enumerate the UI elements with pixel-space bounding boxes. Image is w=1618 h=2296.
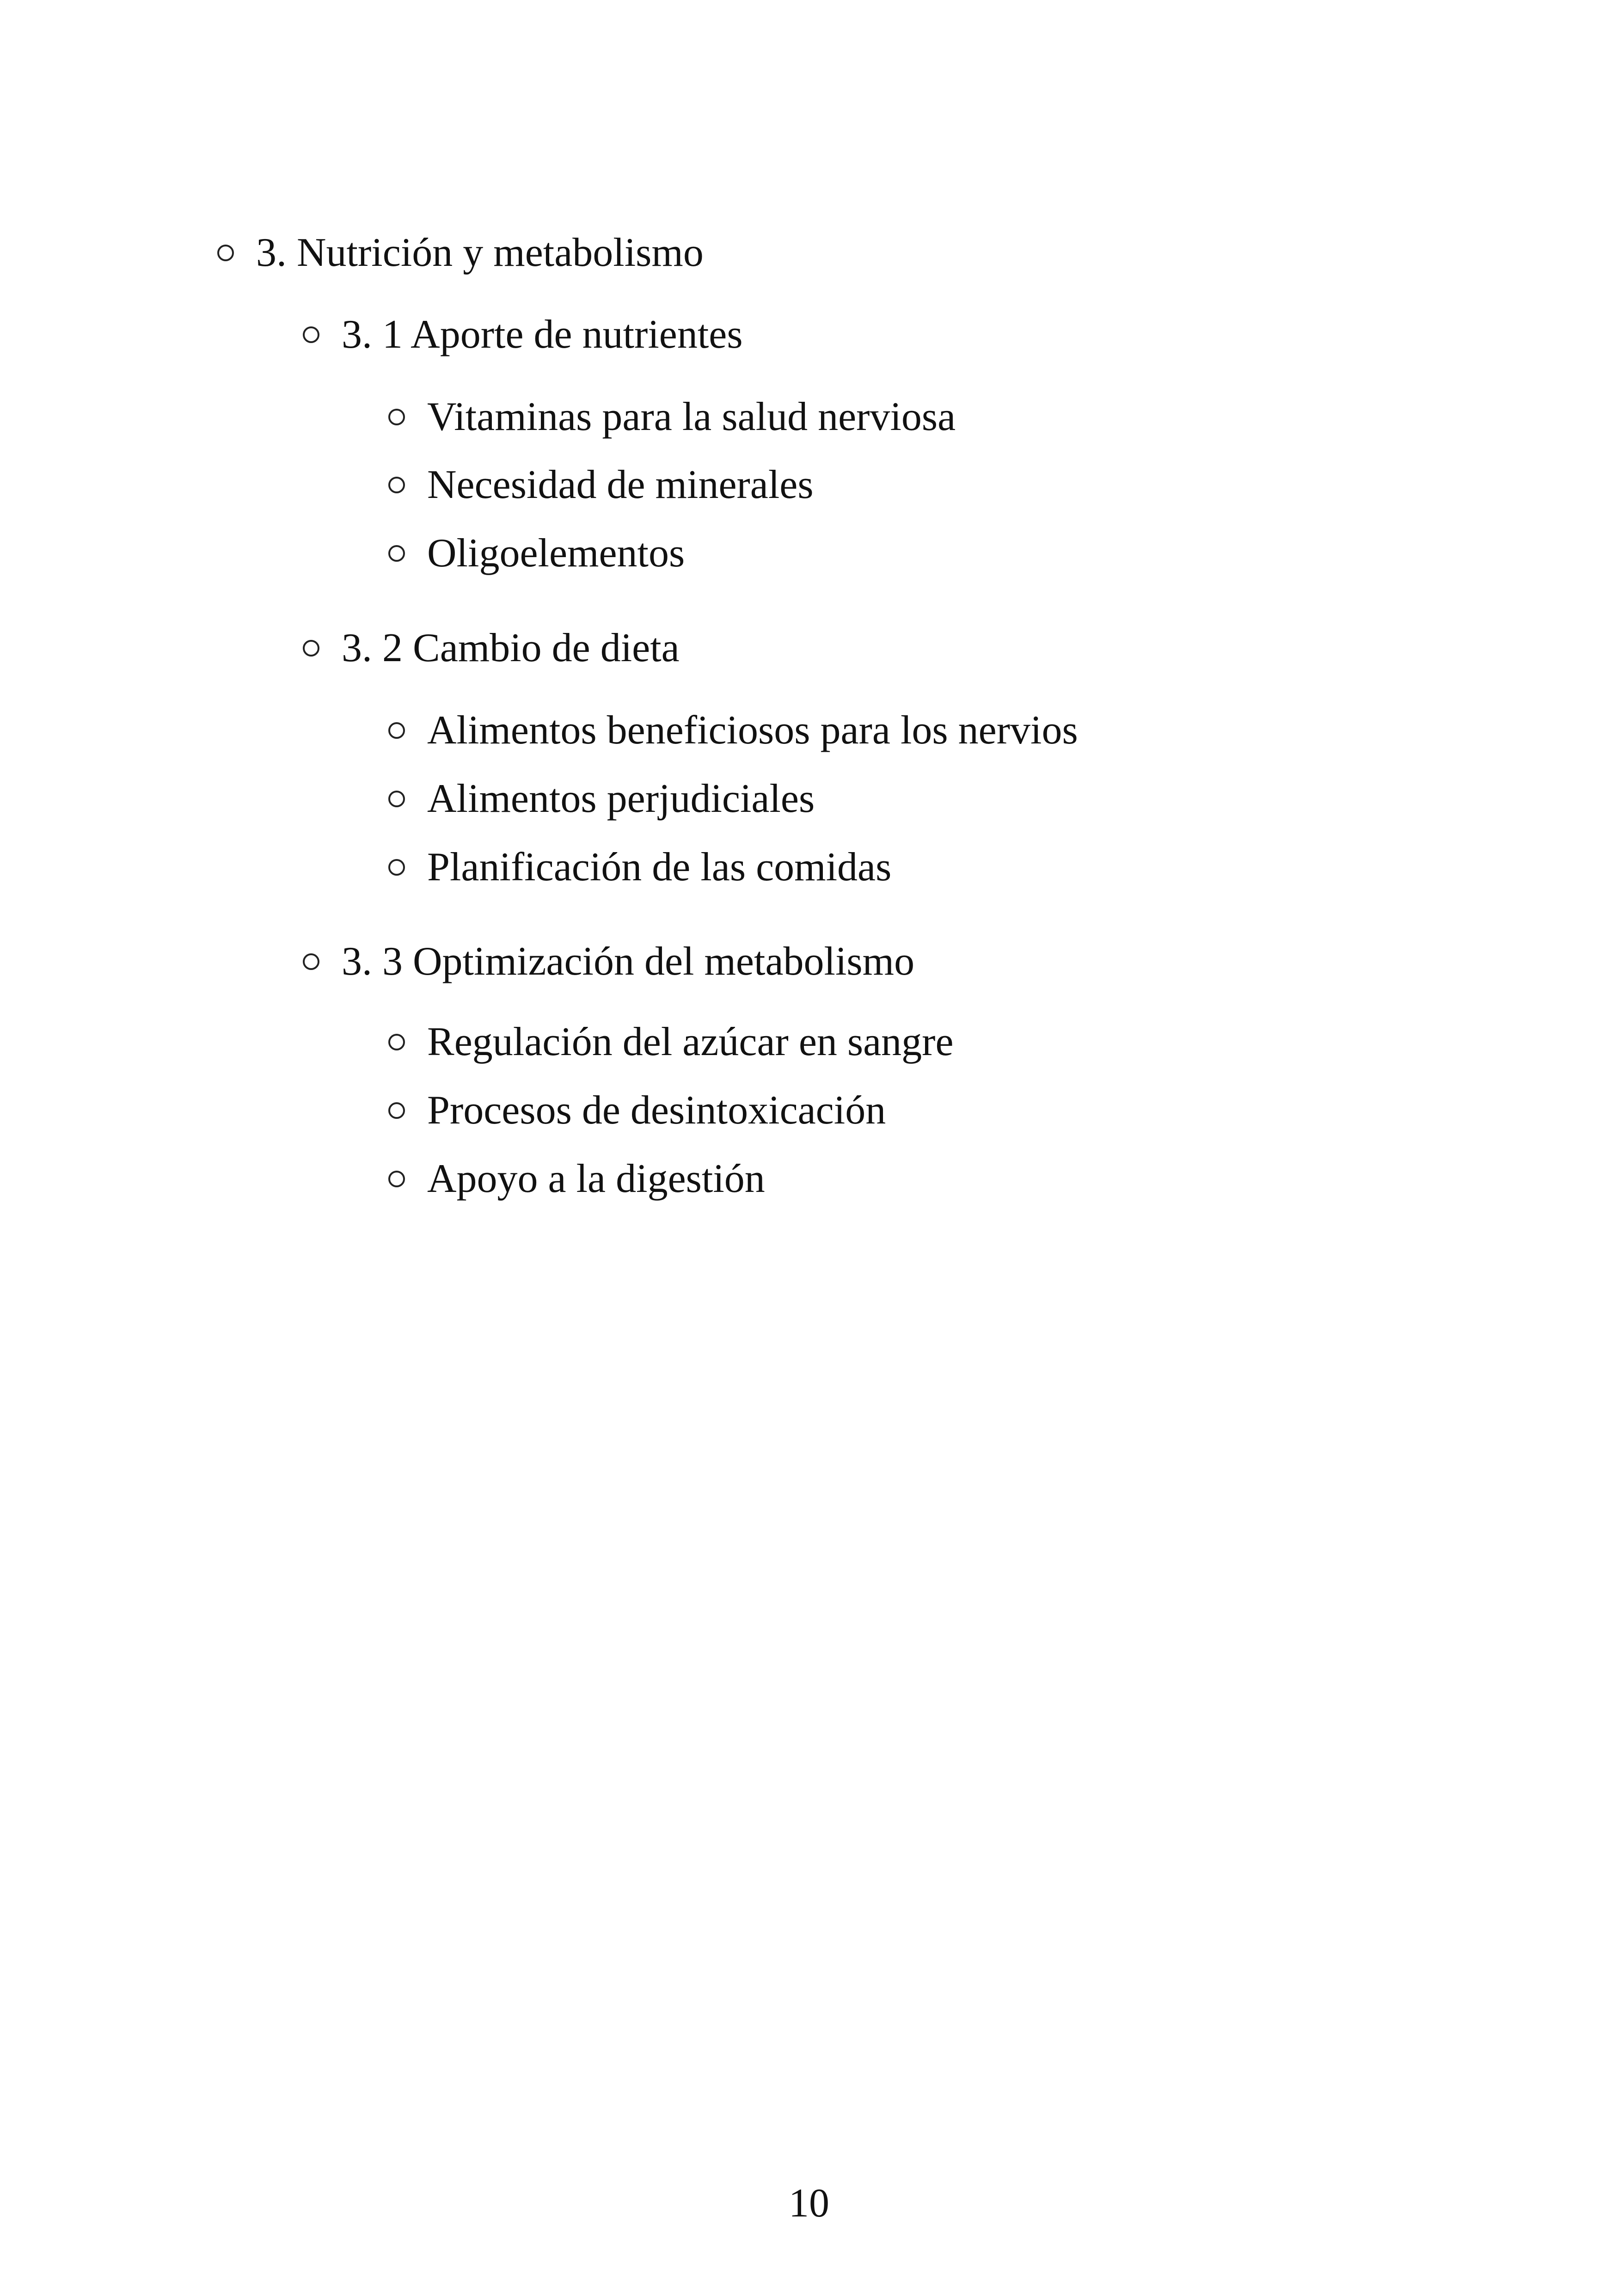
outline-item-label: Alimentos perjudiciales — [427, 776, 815, 821]
hollow-circle-bullet-icon — [388, 859, 405, 876]
outline-item — [388, 847, 891, 888]
outline-item — [388, 533, 685, 574]
hollow-circle-bullet-icon — [303, 953, 319, 970]
outline-subsection — [303, 628, 680, 669]
hollow-circle-bullet-icon — [388, 409, 405, 425]
outline-item-label: Procesos de desintoxicación — [427, 1088, 886, 1133]
outline-item-label: Alimentos beneficiosos para los nervios — [427, 708, 1078, 753]
outline-item-label: Regulación del azúcar en sangre — [427, 1019, 954, 1064]
hollow-circle-bullet-icon — [303, 640, 319, 657]
section-heading: 3. Nutrición y metabolismo — [256, 230, 704, 275]
hollow-circle-bullet-icon — [388, 722, 405, 739]
hollow-circle-bullet-icon — [303, 326, 319, 343]
outline-item-label: Necesidad de minerales — [427, 462, 814, 507]
outline-item — [388, 776, 815, 821]
hollow-circle-bullet-icon — [388, 1171, 405, 1187]
outline-item-label: Apoyo a la digestión — [427, 1156, 765, 1201]
outline-item — [388, 394, 956, 439]
hollow-circle-bullet-icon — [388, 477, 405, 493]
subsection-heading: 3. 1 Aporte de nutrientes — [342, 312, 743, 357]
outline-item-label: Vitaminas para la salud nerviosa — [427, 394, 956, 439]
outline-item — [388, 462, 814, 507]
outline-item — [388, 1156, 765, 1201]
subsection-heading: 3. 3 Optimización del metabolismo — [342, 939, 915, 984]
page-number: 10 — [789, 2181, 829, 2226]
hollow-circle-bullet-icon — [388, 1034, 405, 1050]
hollow-circle-bullet-icon — [388, 1102, 405, 1119]
hollow-circle-bullet-icon — [217, 245, 234, 261]
hollow-circle-bullet-icon — [388, 545, 405, 562]
subsection-heading: 3. 2 Cambio de dieta — [342, 626, 680, 670]
hollow-circle-bullet-icon — [388, 791, 405, 807]
outline-item — [388, 710, 1078, 751]
outline-item-label: Planificación de las comidas — [427, 845, 892, 890]
outline-section — [217, 230, 704, 275]
outline-item — [388, 1019, 954, 1064]
outline-item — [388, 1090, 886, 1131]
outline-subsection — [303, 314, 743, 355]
outline-subsection — [303, 941, 914, 982]
outline-item-label: Oligoelementos — [427, 531, 685, 576]
